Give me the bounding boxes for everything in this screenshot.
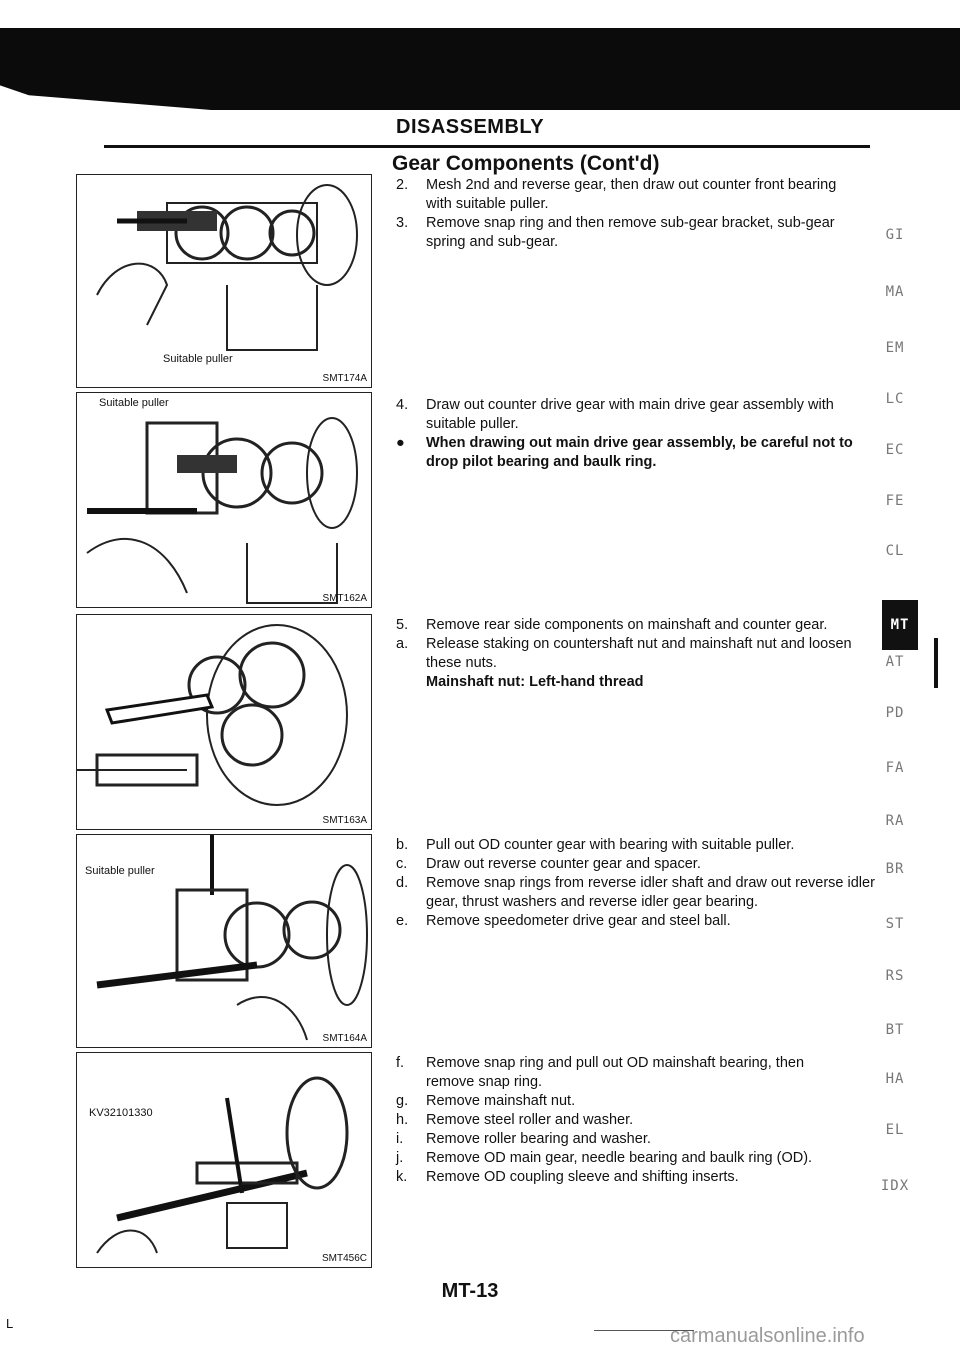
index-tab-br[interactable]: BR <box>885 861 905 877</box>
subsection-title: Gear Components (Cont'd) <box>392 152 660 175</box>
index-tab-ra[interactable]: RA <box>885 813 905 829</box>
steps-group-1 <box>396 176 846 252</box>
index-tab-bt[interactable]: BT <box>885 1022 905 1038</box>
watermark: carmanualsonline.info <box>670 1325 865 1347</box>
index-tab-idx[interactable]: IDX <box>880 1178 910 1194</box>
index-tab-at[interactable]: AT <box>885 654 905 670</box>
steps-group-4 <box>396 836 880 931</box>
index-tab-gi[interactable]: GI <box>885 227 905 243</box>
index-tab-ec[interactable]: EC <box>885 442 905 458</box>
figure-code: SMT164A <box>322 1033 367 1044</box>
page-number: MT-13 <box>441 1280 499 1302</box>
steps-group-3 <box>396 616 870 692</box>
kv32101330-tool-illustration <box>77 1053 371 1267</box>
step-4: 4. Draw out counter drive gear with main drive gear assembly with suitable puller. <box>396 397 834 432</box>
figure-smt456c <box>76 1052 372 1268</box>
index-tab-cl[interactable]: CL <box>885 543 905 559</box>
step-e: e. Remove speedometer drive gear and steel ball. <box>396 913 731 929</box>
index-tab-el[interactable]: EL <box>885 1122 905 1138</box>
index-tab-st[interactable]: ST <box>885 916 905 932</box>
header-black-band <box>0 28 960 110</box>
step-f: f. Remove snap ring and pull out OD mainshaft bearing, then remove snap ring. <box>396 1055 805 1090</box>
step-4-caution: ● When drawing out main drive gear assembly, be careful not to drop pilot bearing and baulk ring. <box>396 435 853 470</box>
step-5: 5. Remove rear side components on mainshaft and counter gear. <box>396 617 828 633</box>
mainshaft-nut-note: Mainshaft nut: Left-hand thread <box>426 674 644 690</box>
step-i: i. Remove roller bearing and washer. <box>396 1131 651 1147</box>
figure-smt174a <box>76 174 372 388</box>
step-3: 3. Remove snap ring and then remove sub-gear bracket, sub-gear spring and sub-gear. <box>396 215 835 250</box>
step-d: d. Remove snap rings from reverse idler shaft and draw out reverse idler gear, thrust washers and reverse idler gear bearing. <box>396 875 875 910</box>
figure-code: SMT162A <box>322 593 367 604</box>
index-tab-fe[interactable]: FE <box>885 493 905 509</box>
step-j: j. Remove OD main gear, needle bearing and baulk ring (OD). <box>396 1150 813 1166</box>
step-2: 2. Mesh 2nd and reverse gear, then draw out counter front bearing with suitable puller. <box>396 177 837 212</box>
figure-smt163a <box>76 614 372 830</box>
counter-gear-puller-illustration <box>77 393 371 607</box>
step-h: h. Remove steel roller and washer. <box>396 1112 634 1128</box>
figure-smt162a <box>76 392 372 608</box>
index-tab-lc[interactable]: LC <box>885 391 905 407</box>
figure-code: SMT174A <box>322 373 367 384</box>
header-rule <box>104 145 870 148</box>
step-k: k. Remove OD coupling sleeve and shifting inserts. <box>396 1169 739 1185</box>
index-tab-ha[interactable]: HA <box>885 1071 905 1087</box>
index-tab-rs[interactable]: RS <box>885 968 905 984</box>
index-tab-pd[interactable]: PD <box>885 705 905 721</box>
section-title: DISASSEMBLY <box>396 116 545 138</box>
figure-callout: Suitable puller <box>85 865 155 877</box>
figure-callout: Suitable puller <box>163 353 233 365</box>
mainshaft-nut-wrench-illustration <box>77 615 371 829</box>
figure-code: SMT456C <box>321 1253 367 1264</box>
step-b: b. Pull out OD counter gear with bearing with suitable puller. <box>396 837 795 853</box>
step-g: g. Remove mainshaft nut. <box>396 1093 576 1109</box>
figure-smt164a <box>76 834 372 1048</box>
figure-code: SMT163A <box>322 815 367 826</box>
steps-group-2 <box>396 396 866 472</box>
figure-callout: KV32101330 <box>89 1107 153 1119</box>
index-tab-mt[interactable]: MT <box>882 600 918 650</box>
steps-group-5 <box>396 1054 856 1187</box>
figure-callout: Suitable puller <box>99 397 169 409</box>
step-a: a. Release staking on countershaft nut and mainshaft nut and loosen these nuts. <box>396 636 852 671</box>
corner-mark: L <box>6 1316 14 1331</box>
step-c: c. Draw out reverse counter gear and spacer. <box>396 856 701 872</box>
index-tab-em[interactable]: EM <box>885 340 905 356</box>
index-tab-fa[interactable]: FA <box>885 760 905 776</box>
index-tab-ma[interactable]: MA <box>885 284 905 300</box>
active-tab-marker <box>934 638 938 688</box>
